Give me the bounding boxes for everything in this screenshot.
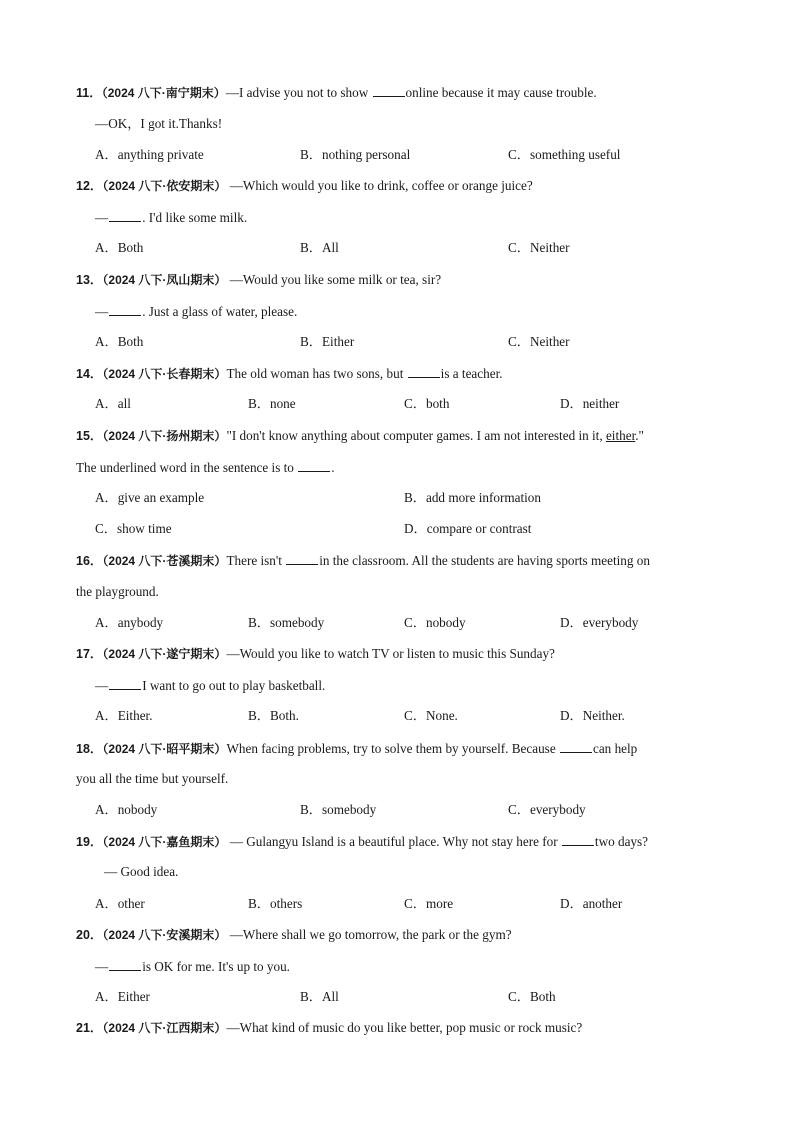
option-a: A．Either — [95, 989, 150, 1004]
option-a: A．Both — [95, 240, 144, 255]
answer-blank — [560, 740, 592, 753]
option-a: A．anything private — [95, 147, 204, 162]
answer-blank — [408, 365, 440, 378]
question-source: （2024 八下·安溪期末） — [102, 928, 227, 942]
question-16-stem — [76, 552, 650, 569]
answer-blank — [109, 677, 141, 690]
stem-text: "I don't know anything about computer games. I am not interested in it, — [226, 428, 606, 443]
question-source: （2024 八下·南宁期末） — [101, 86, 226, 100]
dash: — — [95, 210, 109, 225]
option-c: C．more — [404, 896, 454, 911]
question-12-line2 — [95, 209, 247, 226]
dash: — — [95, 304, 109, 319]
answer-blank — [298, 459, 330, 472]
stem-text: ." — [635, 428, 644, 443]
question-number: 17． — [76, 647, 103, 661]
option-b: B．others — [248, 896, 303, 911]
option-b: B．somebody — [300, 802, 377, 817]
option-b: B．none — [248, 396, 296, 411]
line-text: . I'd like some milk. — [142, 210, 248, 225]
option-c: C．both — [404, 396, 450, 411]
option-b: B．somebody — [248, 615, 325, 630]
question-number: 11． — [76, 86, 102, 100]
option-b: B．nothing personal — [300, 147, 411, 162]
question-source: （2024 八下·苍溪期末） — [102, 554, 227, 568]
option-c: C．Both — [508, 989, 556, 1004]
question-20-line2 — [95, 958, 290, 975]
stem-text: two days? — [594, 834, 649, 849]
question-17-stem — [76, 646, 555, 662]
question-source: （2024 八下·长春期末） — [102, 367, 227, 381]
option-c: C．Neither — [508, 240, 570, 255]
stem-text: The old woman has two sons, but — [226, 366, 407, 381]
option-c: C．show time — [95, 521, 172, 536]
question-number: 21． — [76, 1021, 103, 1035]
option-a: A．Either. — [95, 708, 153, 723]
option-d: D．Neither. — [560, 708, 625, 723]
option-d: D．neither — [560, 396, 620, 411]
question-source: （2024 八下·昭平期末） — [102, 742, 227, 756]
question-source: （2024 八下·扬州期末） — [102, 429, 227, 443]
option-a: A．Both — [95, 334, 144, 349]
answer-blank — [286, 552, 318, 565]
question-number: 19． — [76, 835, 103, 849]
option-a: A．other — [95, 896, 145, 911]
dash: — — [95, 959, 109, 974]
question-13-line2 — [95, 303, 297, 320]
option-a: A．all — [95, 396, 131, 411]
question-15-stem — [76, 428, 644, 444]
stem-text: in the classroom. All the students are having sports meeting on — [319, 553, 650, 568]
line-text: . — [331, 460, 335, 475]
answer-blank — [562, 833, 594, 846]
question-16-line2: the playground. — [76, 584, 159, 599]
question-15-line2 — [76, 459, 335, 476]
question-19-line2: — Good idea. — [104, 864, 179, 879]
stem-text: —Which would you like to drink, coffee or orange juice? — [226, 178, 533, 193]
stem-text: is a teacher. — [440, 366, 503, 381]
question-number: 15． — [76, 429, 103, 443]
option-c: C．everybody — [508, 802, 586, 817]
option-c: C．None. — [404, 708, 458, 723]
option-a: A．anybody — [95, 615, 164, 630]
stem-text: —I advise you not to show — [225, 85, 372, 100]
option-b: B．All — [300, 989, 339, 1004]
dash: — — [95, 678, 109, 693]
line-text: . Just a glass of water, please. — [142, 304, 298, 319]
question-source: （2024 八下·凤山期末） — [102, 273, 227, 287]
question-source: （2024 八下·遂宁期末） — [102, 647, 227, 661]
option-d: D．another — [560, 896, 623, 911]
answer-blank — [109, 958, 141, 971]
question-source: （2024 八下·嘉鱼期末） — [102, 835, 227, 849]
question-11-stem — [76, 84, 597, 101]
answer-blank — [109, 303, 141, 316]
question-18-line2: you all the time but yourself. — [76, 771, 229, 786]
line-text: is OK for me. It's up to you. — [142, 959, 290, 974]
stem-text: — Gulangyu Island is a beautiful place. Why not stay here for — [226, 834, 561, 849]
question-21-stem — [76, 1020, 582, 1036]
question-number: 20． — [76, 928, 103, 942]
stem-text: —Would you like some milk or tea, sir? — [226, 272, 442, 287]
question-number: 18． — [76, 742, 103, 756]
question-source: （2024 八下·依安期末） — [102, 179, 227, 193]
option-c: C．nobody — [404, 615, 466, 630]
question-19-stem — [76, 833, 648, 850]
answer-blank — [373, 84, 405, 97]
question-20-stem — [76, 927, 512, 943]
option-d: D．everybody — [560, 615, 639, 630]
question-18-stem — [76, 740, 637, 757]
option-b: B．add more information — [404, 490, 541, 505]
stem-text: —What kind of music do you like better, pop music or rock music? — [226, 1020, 583, 1035]
question-17-line2 — [95, 677, 325, 694]
question-number: 16． — [76, 554, 103, 568]
option-d: D．compare or contrast — [404, 521, 532, 536]
stem-text: —Would you like to watch TV or listen to music this Sunday? — [226, 646, 555, 661]
question-12-stem — [76, 178, 533, 194]
stem-text: can help — [592, 741, 638, 756]
line-text: I want to go out to play basketball. — [142, 678, 326, 693]
stem-text: When facing problems, try to solve them by yourself. Because — [226, 741, 559, 756]
option-b: B．Either — [300, 334, 355, 349]
option-b: B．All — [300, 240, 339, 255]
question-source: （2024 八下·江西期末） — [102, 1021, 227, 1035]
option-b: B．Both. — [248, 708, 299, 723]
question-number: 13． — [76, 273, 103, 287]
question-number: 14． — [76, 367, 103, 381]
underlined-word: either — [605, 428, 636, 443]
option-c: C．something useful — [508, 147, 621, 162]
answer-blank — [109, 209, 141, 222]
option-a: A．give an example — [95, 490, 205, 505]
question-11-line2: —OK，I got it.Thanks! — [95, 116, 223, 131]
option-c: C．Neither — [508, 334, 570, 349]
question-14-stem — [76, 365, 503, 382]
option-a: A．nobody — [95, 802, 158, 817]
question-number: 12． — [76, 179, 103, 193]
line-text: The underlined word in the sentence is to — [76, 460, 298, 475]
stem-text: —Where shall we go tomorrow, the park or the gym? — [226, 927, 512, 942]
question-13-stem — [76, 272, 441, 288]
stem-text: online because it may cause trouble. — [405, 85, 597, 100]
stem-text: There isn't — [226, 553, 286, 568]
